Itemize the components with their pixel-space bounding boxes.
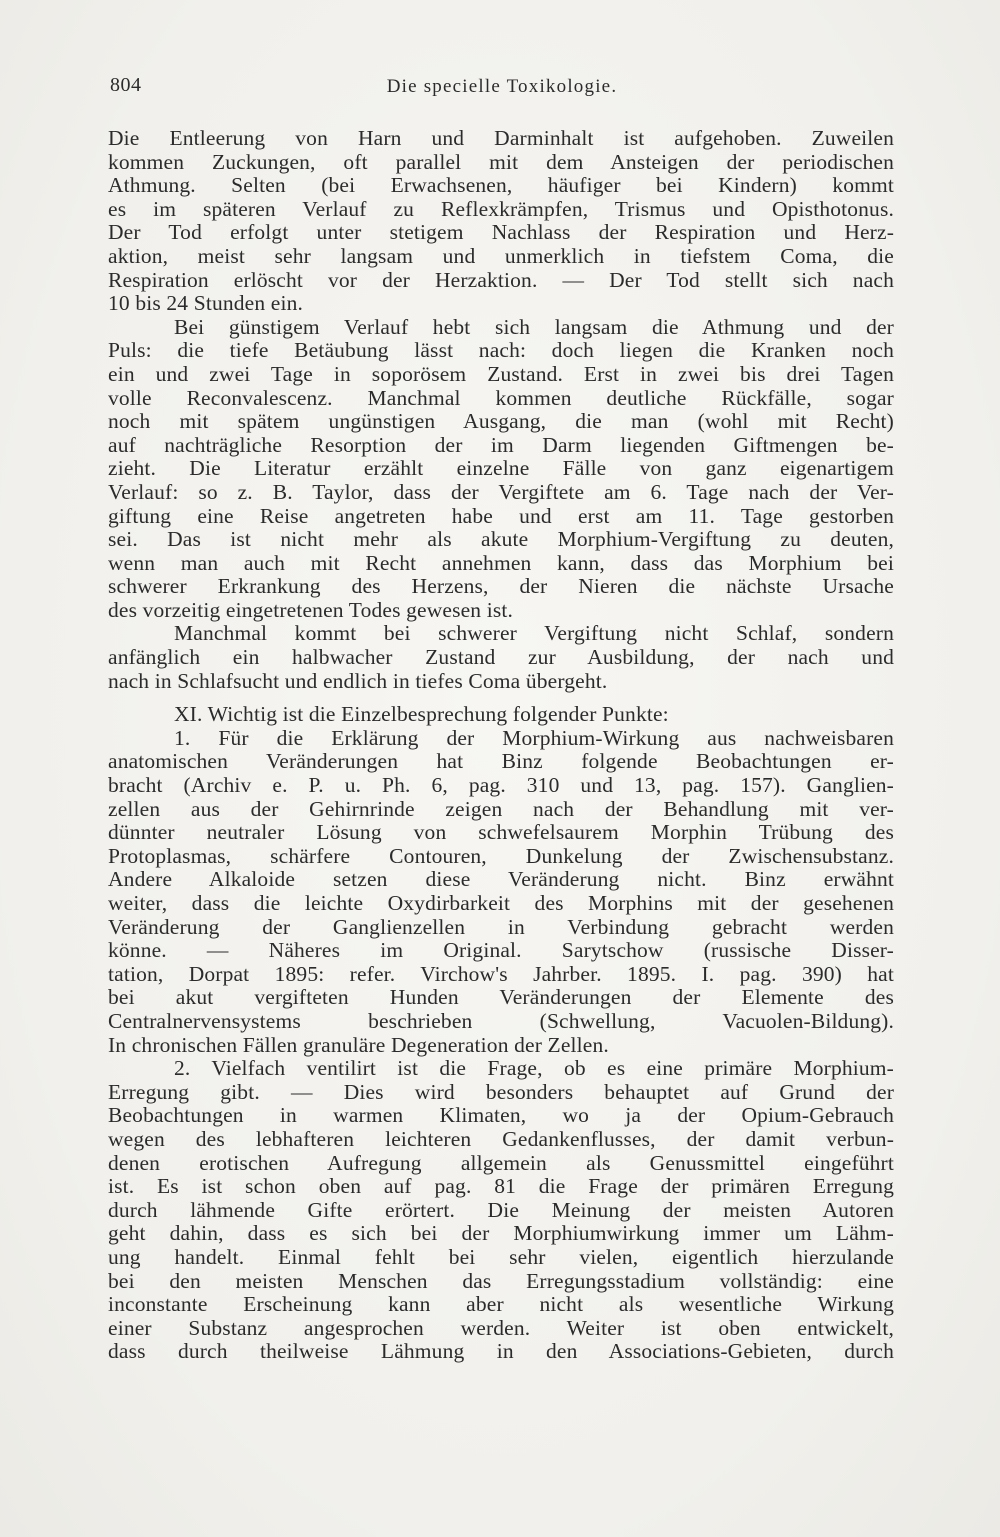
- text-line: Bei günstigem Verlauf hebt sich langsam die Athmung und der: [174, 315, 894, 339]
- text-line: ein und zwei Tage in soporösem Zustand. Erst in zwei bis drei Tagen: [108, 362, 894, 386]
- text-line: ist. Es ist schon oben auf pag. 81 die Frage der primären Erregung: [108, 1175, 894, 1199]
- text-line: sei. Das ist nicht mehr als akute Morphium-Vergiftung zu deuten,: [108, 528, 894, 552]
- text-line: 1. Für die Erklärung der Morphium-Wirkung aus nachweisbaren: [174, 726, 894, 750]
- text-line: 2. Vielfach ventilirt ist die Frage, ob es eine primäre Morphium-: [174, 1057, 894, 1081]
- page-number: 804: [110, 74, 142, 96]
- text-line: Respiration erlöscht vor der Herzaktion. — Der Tod stellt sich nach: [108, 268, 894, 292]
- text-line: Andere Alkaloide setzen diese Veränderung nicht. Binz erwähnt: [108, 868, 894, 892]
- text-line: Protoplasmas, schärfere Contouren, Dunkelung der Zwischensubstanz.: [108, 844, 894, 868]
- text-line: anfänglich ein halbwacher Zustand zur Ausbildung, der nach und: [108, 646, 894, 670]
- text-line: ung handelt. Einmal fehlt bei sehr vielen, eigentlich hierzulande: [108, 1245, 894, 1269]
- text-line: weiter, dass die leichte Oxydirbarkeit des Morphins mit der gesehenen: [108, 892, 894, 915]
- text-line: durch lähmende Gifte erörtert. Die Meinung der meisten Autoren: [108, 1198, 894, 1222]
- text-line: wegen des lebhafteren leichteren Gedankenflusses, der damit verbun-: [108, 1127, 894, 1151]
- text-line: tation, Dorpat 1895: refer. Virchow's Jahrber. 1895. I. pag. 390) hat: [108, 962, 894, 986]
- section-heading: XI. Wichtig ist die Einzelbesprechung folgender Punkte:: [174, 703, 669, 727]
- text-line: kommen Zuckungen, oft parallel mit dem Ansteigen der periodischen: [108, 150, 894, 174]
- text-line: inconstante Erscheinung kann aber nicht als wesentliche Wirkung: [108, 1293, 894, 1317]
- text-line: es im späteren Verlauf zu Reflexkrämpfen, Trismus und Opisthotonus.: [108, 197, 894, 221]
- text-line: aktion, meist sehr langsam und unmerklich in tiefstem Coma, die: [108, 244, 894, 268]
- text-line: dünnter neutraler Lösung von schwefelsaurem Morphin Trübung des: [108, 821, 894, 845]
- text-line: noch mit spätem ungünstigen Ausgang, die man (wohl mit Recht): [108, 410, 894, 434]
- text-line: giftung eine Reise angetreten habe und erst am 11. Tage gestorben: [108, 504, 894, 528]
- text-line: anatomischen Veränderungen hat Binz folgende Beobachtungen er-: [108, 750, 894, 774]
- text-line: volle Reconvalescenz. Manchmal kommen deutliche Rückfälle, sogar: [108, 386, 894, 410]
- text-line: Athmung. Selten (bei Erwachsenen, häufiger bei Kindern) kommt: [108, 174, 894, 198]
- text-line: könne. — Näheres im Original. Sarytschow (russische Disser-: [108, 939, 894, 963]
- running-head: [110, 74, 894, 104]
- text-line: wenn man auch mit Recht annehmen kann, dass das Morphium bei: [108, 551, 894, 575]
- text-line: des vorzeitig eingetretenen Todes gewesen ist.: [108, 598, 514, 622]
- text-line: nach in Schlafsucht und endlich in tiefes Coma übergeht.: [108, 669, 608, 693]
- text-line: Der Tod erfolgt unter stetigem Nachlass der Respiration und Herz-: [108, 221, 894, 245]
- body-text: [108, 127, 894, 1364]
- text-line: Die Entleerung von Harn und Darminhalt ist aufgehoben. Zuweilen: [108, 127, 894, 150]
- text-line: zieht. Die Literatur erzählt einzelne Fälle von ganz eigenartigem: [108, 457, 894, 481]
- text-line: 10 bis 24 Stunden ein.: [108, 292, 304, 316]
- text-line: Manchmal kommt bei schwerer Vergiftung nicht Schlaf, sondern: [174, 622, 894, 646]
- text-line: Veränderung der Ganglienzellen in Verbindung gebracht werden: [108, 915, 894, 939]
- text-line: dass durch theilweise Lähmung in den Associations-Gebieten, durch: [108, 1340, 894, 1364]
- text-line: Beobachtungen in warmen Klimaten, wo ja der Opium-Gebrauch: [108, 1104, 894, 1128]
- section-gap: [108, 693, 894, 703]
- running-title: Die specielle Toxikologie.: [386, 76, 618, 97]
- text-line: bei den meisten Menschen das Erregungsstadium vollständig: eine: [108, 1269, 894, 1293]
- text-line: geht dahin, dass es sich bei der Morphiumwirkung immer um Lähm-: [108, 1222, 894, 1246]
- text-line: auf nachträgliche Resorption der im Darm liegenden Giftmengen be-: [108, 433, 894, 457]
- text-line: zellen aus der Gehirnrinde zeigen nach der Behandlung mit ver-: [108, 797, 894, 821]
- text-line: schwerer Erkrankung des Herzens, der Nieren die nächste Ursache: [108, 575, 894, 599]
- text-line: bracht (Archiv e. P. u. Ph. 6, pag. 310 und 13, pag. 157). Ganglien-: [108, 774, 894, 798]
- text-line: In chronischen Fällen granuläre Degeneration der Zellen.: [108, 1033, 609, 1057]
- text-line: einer Substanz angesprochen werden. Weiter ist oben entwickelt,: [108, 1316, 894, 1340]
- text-line: Puls: die tiefe Betäubung lässt nach: doch liegen die Kranken noch: [108, 339, 894, 363]
- text-line: denen erotischen Aufregung allgemein als Genussmittel eingeführt: [108, 1151, 894, 1175]
- text-line: bei akut vergifteten Hunden Veränderungen der Elemente des: [108, 986, 894, 1010]
- text-line: Centralnervensystems beschrieben (Schwellung, Vacuolen-Bildung).: [108, 1009, 894, 1033]
- text-line: Erregung gibt. — Dies wird besonders behauptet auf Grund der: [108, 1080, 894, 1104]
- text-line: Verlauf: so z. B. Taylor, dass der Vergiftete am 6. Tage nach der Ver-: [108, 480, 894, 504]
